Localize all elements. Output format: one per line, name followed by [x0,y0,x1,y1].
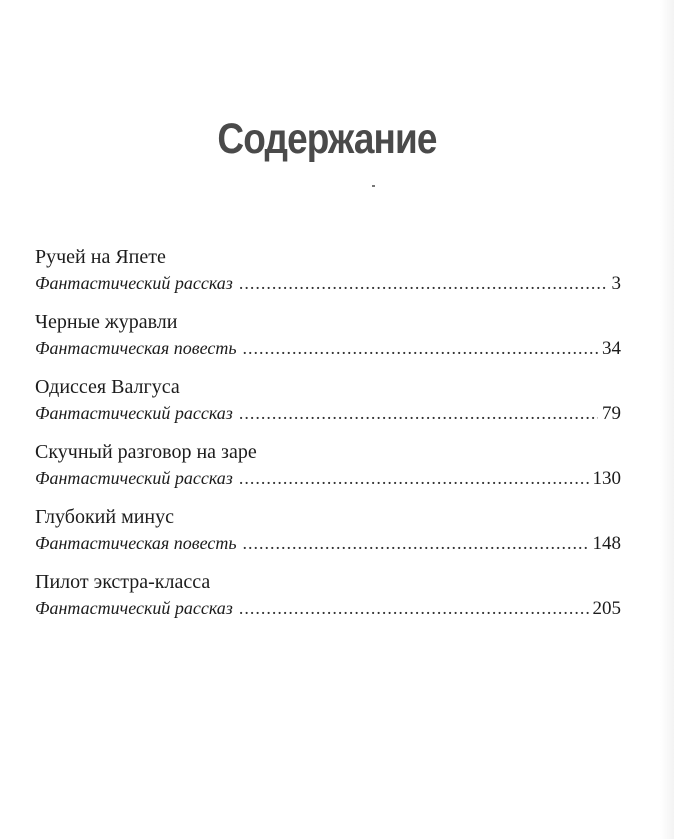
toc-entry-page-number: 34 [602,338,621,359]
dot-leader [243,530,589,556]
toc-entry-title: Одиссея Валгуса [35,376,180,398]
toc-entry-line [35,400,621,427]
table-of-contents [35,244,621,634]
toc-entry-page-number: 148 [592,533,621,554]
toc-entry [35,504,621,569]
page-edge-shadow [660,0,674,839]
toc-entry-line [35,465,621,492]
page-title: Содержание [217,114,437,163]
toc-entry [35,569,621,634]
toc-entry-subtitle: Фантастический рассказ [35,403,233,423]
toc-entry-line [35,270,621,297]
toc-entry [35,244,621,309]
dot-leader [239,270,608,296]
dot-leader [239,465,589,491]
toc-entry-line [35,530,621,557]
toc-entry-subtitle: Фантастическая повесть [35,338,237,358]
toc-entry-title: Скучный разговор на заре [35,441,257,463]
dot-leader [239,595,589,621]
toc-entry-title: Черные журавли [35,311,178,333]
toc-entry-page-number: 79 [602,403,621,424]
toc-entry [35,374,621,439]
toc-entry-line [35,335,621,362]
toc-entry-page-number: 205 [592,598,621,619]
toc-entry-subtitle: Фантастическая повесть [35,533,237,553]
toc-entry-title: Пилот экстра-класса [35,571,211,593]
toc-entry-subtitle: Фантастический рассказ [35,273,233,293]
toc-entry-line [35,595,621,622]
toc-entry [35,439,621,504]
dot-leader [243,335,598,361]
dot-leader [239,400,598,426]
toc-entry [35,309,621,374]
toc-entry-page-number: 3 [611,273,621,294]
print-speck [372,185,375,187]
toc-entry-title: Ручей на Япете [35,246,166,268]
toc-entry-page-number: 130 [592,468,621,489]
toc-entry-subtitle: Фантастический рассказ [35,468,233,488]
toc-entry-title: Глубокий минус [35,506,175,528]
toc-entry-subtitle: Фантастический рассказ [35,598,233,618]
